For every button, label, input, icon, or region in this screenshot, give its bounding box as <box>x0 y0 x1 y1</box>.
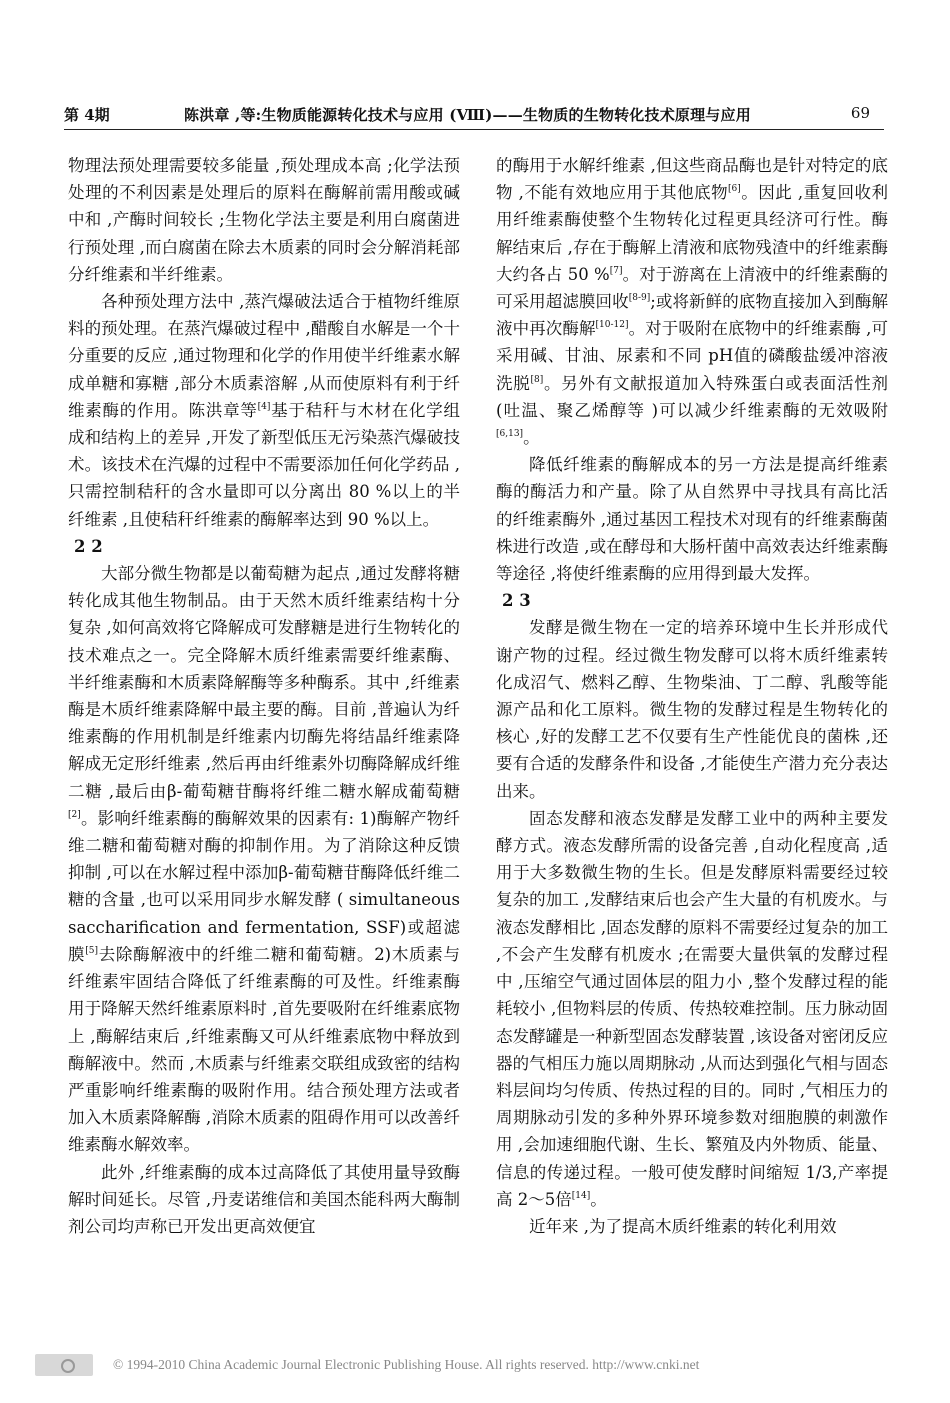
paragraph <box>68 288 460 533</box>
running-title: 陈洪章 ,等:生物质能源转化技术与应用 (Ⅷ)——生物质的生物转化技术原理与应用 <box>184 106 751 124</box>
paragraph-text: 基于秸秆与木材在化学组成和结构上的差异 ,开发了新型低压无污染蒸汽爆破技术。该技术在汽爆的过程中不需要添加任何化学药品 ,只需控制秸秆的含水量即可以分离出 80 %以上的半纤维素 ,且使秸秆纤维素的酶解率达到 90 %以上。 <box>68 400 461 529</box>
paragraph: 近年来 ,为了提高木质纤维素的转化利用效 <box>529 1216 837 1236</box>
citation: [5] <box>85 945 98 956</box>
citation: [10-12] <box>595 320 629 331</box>
paragraph-text: 。影响纤维素酶的酶解效果的因素有: 1)酶解产物纤维二糖和葡萄糖对酶的抑制作用。为了消除这种反馈抑制 ,可以在水解过程中添加β-葡萄糖苷酶降低纤维二糖的含量 ,也可以采用同步水解发酵 ( simultaneous saccharification and fermentation, SSF)或超滤膜 <box>68 808 460 964</box>
section-number: 2 3 <box>502 591 531 611</box>
paragraph-text: 。 <box>523 428 540 448</box>
copyright-notice: © 1994-2010 China Academic Journal Electronic Publishing House. All rights reserved. http://www.cnki.net <box>113 1357 700 1372</box>
paragraph-text: 大部分微生物都是以葡萄糖为起点 ,通过发酵将糖转化成其他生物制品。由于天然木质纤维素结构十分复杂 ,如何高效将它降解成可发酵糖是进行生物转化的技术难点之一。完全降解木质纤维素需要纤维素酶、半纤维素酶和木质素降解酶等多种酶系。其中 ,纤维素酶是木质纤维素降解中最主要的酶。目前 ,普遍认为纤维素酶的作用机制是纤维素内切酶先将结晶纤维素降解成无定形纤维素 ,然后再由纤维素外切酶降解成纤维二糖 ,最后由β-葡萄糖苷酶将纤维二糖水解成葡萄糖 <box>68 564 460 801</box>
paragraph: 此外 ,纤维素酶的成本过高降低了其使用量导致酶解时间延长。尽管 ,丹麦诺维信和美国杰能科两大酶制剂公司均声称已开发出更高效便宜 <box>68 1162 460 1236</box>
left-column <box>68 152 460 1240</box>
citation: [2] <box>68 809 81 820</box>
paragraph-text: 各种预处理方法中 ,蒸汽爆破法适合于植物纤维原料的预处理。在蒸汽爆破过程中 ,醋酸自水解是一个十分重要的反应 ,通过物理和化学的作用使半纤维素水解成单糖和寡糖 ,部分木质素溶解 ,从而使原料有利于纤维素酶的作用。陈洪章等 <box>68 292 460 420</box>
publisher-logo-icon <box>35 1354 93 1376</box>
citation: [6,13] <box>496 429 524 440</box>
paragraph-text: 。另外有文献报道加入特殊蛋白或表面活性剂 (吐温、聚乙烯醇等 )可以减少纤维素酶的无效吸附 <box>496 373 889 420</box>
paragraph-text: 。 <box>590 1189 607 1209</box>
paragraph-text: 。对于吸附在底物中的纤维素酶 ,可采用碱、甘油、尿素和不同 pH值的磷酸盐缓冲溶液洗脱 <box>496 319 888 393</box>
paragraph-text: 。因此 ,重复回收利用纤维素酶使整个生物转化过程更具经济可行性。酶解结束后 ,存在于酶解上清液和底物残渣中的纤维素酶大约各占 50 % <box>496 183 888 284</box>
paragraph-text: 固态发酵和液态发酵是发酵工业中的两种主要发酵方式。液态发酵所需的设备完善 ,自动化程度高 ,适用于大多数微生物的生长。但是发酵原料需要经过较复杂的加工 ,发酵结束后也会产生大量的有机废水。与液态发酵相比 ,固态发酵的原料不需要经过复杂的加工 ,不会产生发酵有机废水 ;在需要大量供氧的发酵过程中 ,压缩空气通过固体层的阻力小 ,整个发酵过程的能耗较小 ,但物料层的传质、传热较难控制。压力脉动固态发酵罐是一种新型固态发酵装置 ,该设备对密闭反应器的气相压力施以周期脉动 ,从而达到强化气相与固态料层间均匀传质、传热过程的目的。同时 ,气相压力的周期脉动引发的多种外界环境参数对细胞膜的刺激作用 ,会加速细胞代谢、生长、繁殖及内外物质、能量、信息的传递过程。一般可使发酵时间缩短 1/3,产率提高 2～5倍 <box>496 808 888 1209</box>
page-footer <box>35 1354 915 1380</box>
paragraph <box>68 560 460 1158</box>
citation: [8] <box>530 374 544 385</box>
page-header <box>64 98 884 128</box>
paragraph-text: 。对于游离在上清液中的纤维素酶的可采用超滤膜回收 <box>496 264 888 312</box>
citation: [4] <box>257 401 271 412</box>
page-number: 69 <box>850 104 870 122</box>
paragraph-text: ;或将新鲜的底物直接加入到酶解液中再次酶解 <box>496 292 889 339</box>
paragraph-text: 的酶用于水解纤维素 ,但这些商品酶也是针对特定的底物 ,不能有效地应用于其他底物 <box>496 156 888 203</box>
right-column <box>496 152 888 1240</box>
citation: [8-9] <box>628 293 651 304</box>
paragraph <box>496 805 888 1213</box>
citation: [7] <box>609 265 623 276</box>
citation: [6] <box>728 184 741 195</box>
paragraph <box>496 152 888 451</box>
paragraph-text: 去除酶解液中的纤维二糖和葡萄糖。2)木质素与纤维素牢固结合降低了纤维素酶的可及性。纤维素酶用于降解天然纤维素原料时 ,首先要吸附在纤维素底物上 ,酶解结束后 ,纤维素酶又可从纤维素底物中释放到酶解液中。然而 ,木质素与纤维素交联组成致密的结构严重影响纤维素酶的吸附作用。结合预处理方法或者加入木质素降解酶 ,消除木质素的阻碍作用可以改善纤维素酶水解效率。 <box>68 944 460 1155</box>
paragraph: 降低纤维素的酶解成本的另一方法是提高纤维素酶的酶活力和产量。除了从自然界中寻找具有高比活的纤维素酶外 ,通过基因工程技术对现有的纤维素酶菌株进行改造 ,或在酵母和大肠杆菌中高效表达纤维素酶等途径 ,将使纤维素酶的应用得到最大发挥。 <box>496 455 888 584</box>
citation: [14] <box>571 1190 591 1201</box>
section-number: 2 2 <box>74 536 103 556</box>
paragraph: 发酵是微生物在一定的培养环境中生长并形成代谢产物的过程。经过微生物发酵可以将木质纤维素转化成沼气、燃料乙醇、生物柴油、丁二醇、乳酸等能源产品和化工原料。微生物的发酵过程是生物转化的核心 ,好的发酵工艺不仅要有生产性能优良的菌株 ,还要有合适的发酵条件和设备 ,才能使生产潜力充分表达出来。 <box>496 618 888 801</box>
journal-issue: 第 4期 <box>64 106 110 124</box>
paragraph: 物理法预处理需要较多能量 ,预处理成本高 ;化学法预处理的不利因素是处理后的原料在酶解前需用酸或碱中和 ,产酶时间较长 ;生物化学法主要是利用白腐菌进行预处理 ,而白腐菌在除去木质素的同时会分解消耗部分纤维素和半纤维素。 <box>68 156 460 284</box>
header-rule <box>64 129 884 130</box>
